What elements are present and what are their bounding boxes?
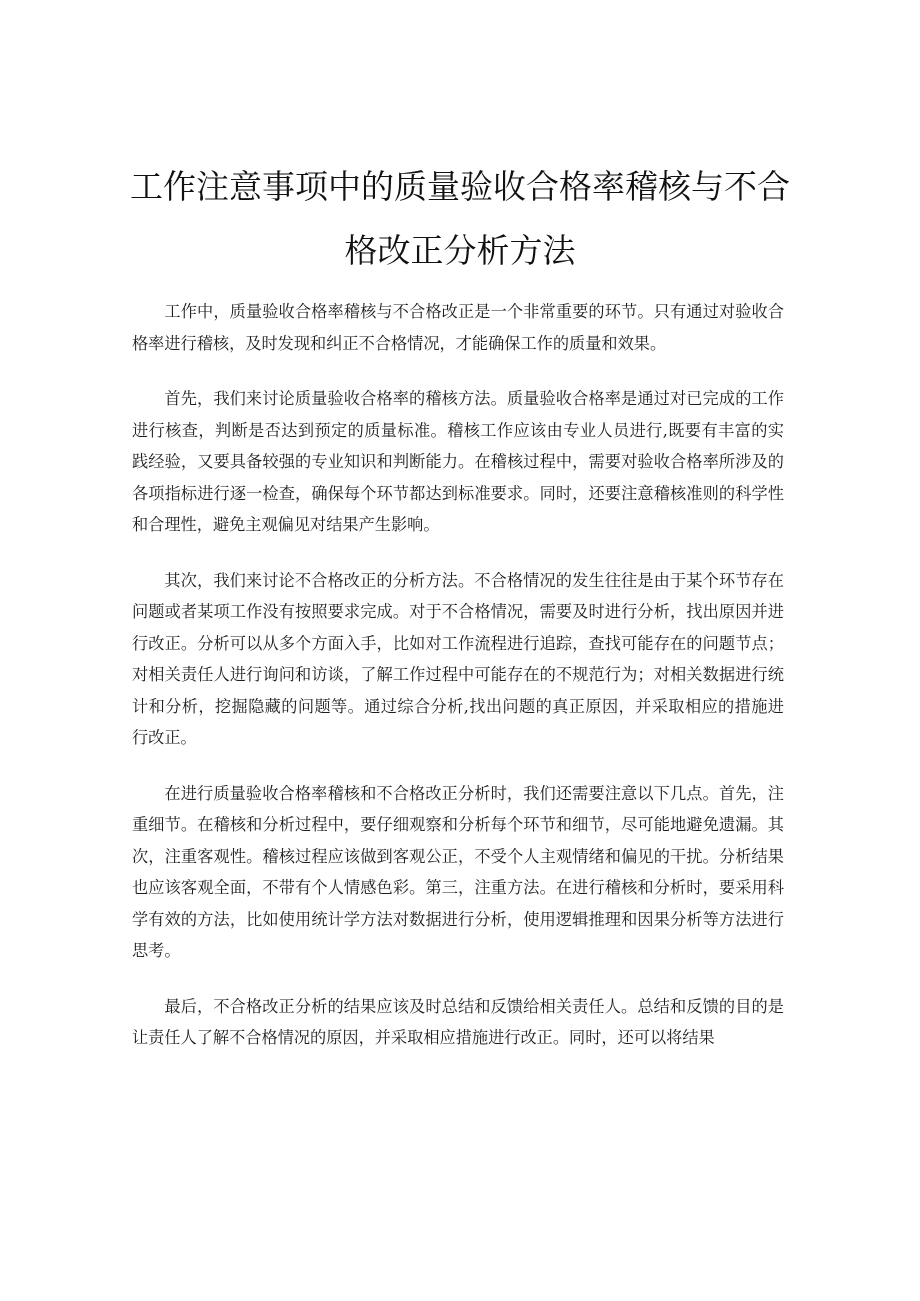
- paragraph: 工作中，质量验收合格率稽核与不合格改正是一个非常重要的环节。只有通过对验收合格率进行稽核，及时发现和纠正不合格情况，才能确保工作的质量和效果。: [132, 302, 784, 353]
- paragraph: 最后，不合格改正分析的结果应该及时总结和反馈给相关责任人。总结和反馈的目的是让责任人了解不合格情况的原因，并采取相应措施进行改正。同时，还可以将结果: [132, 996, 784, 1047]
- paragraph: 首先，我们来讨论质量验收合格率的稽核方法。质量验收合格率是通过对已完成的工作进行核查，判断是否达到预定的质量标准。稽核工作应该由专业人员进行,既要有丰富的实践经验，又要具备较强的专业知识和判断能力。在稽核过程中，需要对验收合格率所涉及的各项指标进行逐一检查，确保每个环节都达到标准要求。同时，还要注意稽核准则的科学性和合理性，避免主观偏见对结果产生影响。: [132, 389, 784, 534]
- paragraph: 在进行质量验收合格率稽核和不合格改正分析时，我们还需要注意以下几点。首先，注重细节。在稽核和分析过程中，要仔细观察和分析每个环节和细节，尽可能地避免遗漏。其次，注重客观性。稽核过程应该做到客观公正，不受个人主观情绪和偏见的干扰。分析结果也应该客观全面，不带有个人情感色彩。第三，注重方法。在进行稽核和分析时，要采用科学有效的方法，比如使用统计学方法对数据进行分析，使用逻辑推理和因果分析等方法进行思考。: [132, 783, 784, 960]
- document-body: [132, 296, 784, 1078]
- paragraph: 其次，我们来讨论不合格改正的分析方法。不合格情况的发生往往是由于某个环节存在问题或者某项工作没有按照要求完成。对于不合格情况，需要及时进行分析，找出原因并进行改正。分析可以从多个方面入手，比如对工作流程进行追踪，查找可能存在的问题节点；对相关责任人进行询问和访谈，了解工作过程中可能存在的不规范行为；对相关数据进行统计和分析，挖掘隐藏的问题等。通过综合分析,找出问题的真正原因，并采取相应的措施进行改正。: [132, 570, 784, 747]
- document-title: 工作注意事项中的质量验收合格率稽核与不合格改正分析方法: [130, 167, 790, 270]
